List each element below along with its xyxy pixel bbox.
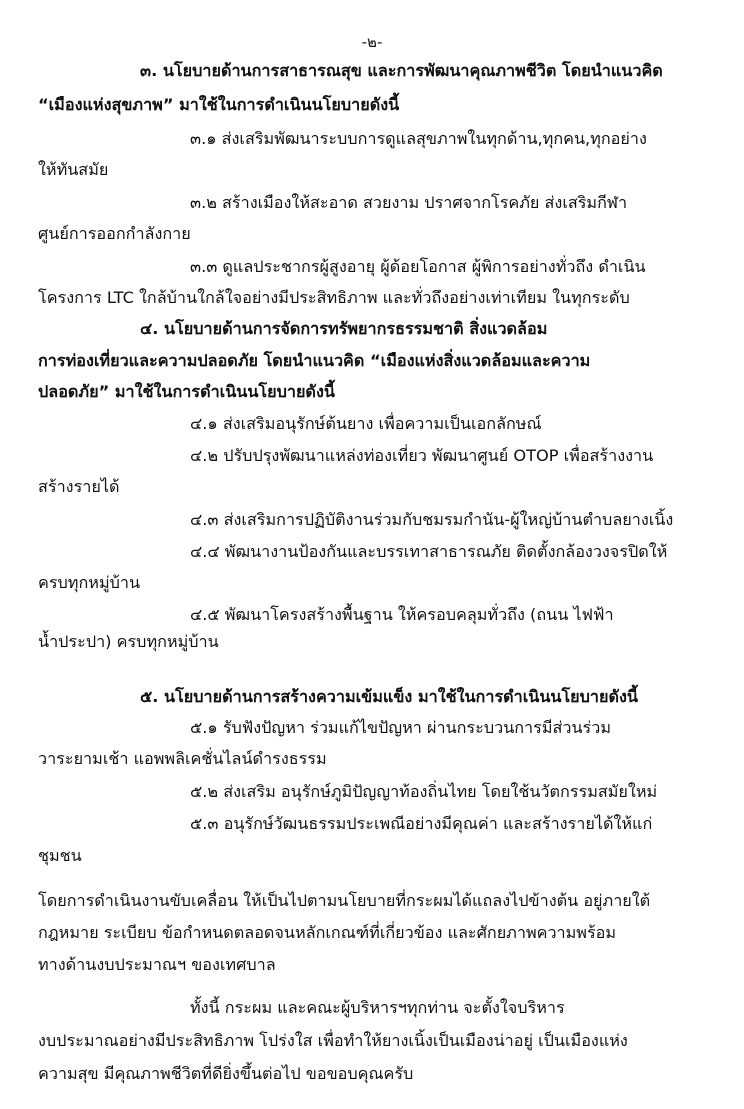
list-item-continuation: สร้างรายได้ (38, 477, 120, 496)
section-heading: ๕. นโยบายด้านการสร้างความเข้มแข็ง มาใช้ในการดำเนินนโยบายดังนี้ (140, 687, 638, 706)
section-heading: ปลอดภัย” มาใช้ในการดำเนินนโยบายดังนี้ (38, 382, 335, 401)
list-item: ๔.๒ ปรับปรุงพัฒนาแหล่งท่องเที่ยว พัฒนาศูนย์ OTOP เพื่อสร้างงาน (190, 446, 654, 465)
paragraph-line: งบประมาณอย่างมีประสิทธิภาพ โปร่งใส เพื่อทำให้ยางเนิ้งเป็นเมืองน่าอยู่ เป็นเมืองแห่ง (38, 1031, 628, 1050)
list-item-continuation: โครงการ LTC ใกล้บ้านใกล้ใจอย่างมีประสิทธิภาพ และทั่วถึงอย่างเท่าเทียม ในทุกระดับ (38, 288, 630, 307)
list-item-continuation: ชุมชน (38, 846, 82, 865)
paragraph-line: ทางด้านงบประมาณฯ ของเทศบาล (38, 955, 276, 974)
page-number: -๒- (361, 33, 383, 51)
section-heading: ๓. นโยบายด้านการสาธารณสุข และการพัฒนาคุณภาพชีวิต โดยนำแนวคิด (140, 61, 663, 80)
list-item: ๓.๑ ส่งเสริมพัฒนาระบบการดูแลสุขภาพในทุกด้าน,ทุกคน,ทุกอย่าง (190, 129, 647, 148)
list-item: ๓.๓ ดูแลประชากรผู้สูงอายุ ผู้ด้อยโอกาส ผู้พิการอย่างทั่วถึง ดำเนิน (190, 257, 646, 276)
list-item: ๔.๓ ส่งเสริมการปฏิบัติงานร่วมกับชมรมกำนัน-ผู้ใหญ่บ้านตำบลยางเนิ้ง (190, 510, 674, 529)
list-item-continuation: ครบทุกหมู่บ้าน (38, 573, 141, 592)
paragraph-line: กฎหมาย ระเบียบ ข้อกำหนดตลอดจนหลักเกณฑ์ที่เกี่ยวข้อง และศักยภาพความพร้อม (38, 923, 617, 942)
list-item: ๕.๒ ส่งเสริม อนุรักษ์ภูมิปัญญาท้องถิ่นไทย โดยใช้นวัตกรรมสมัยใหม่ (190, 782, 658, 801)
list-item: ๕.๓ อนุรักษ์วัฒนธรรมประเพณีอย่างมีคุณค่า และสร้างรายได้ให้แก่ (190, 814, 653, 833)
section-heading: การท่องเที่ยวและความปลอดภัย โดยนำแนวคิด “เมืองแห่งสิ่งแวดล้อมและความ (38, 351, 591, 370)
list-item-continuation: วาระยามเช้า แอพพลิเคชั่นไลน์ดำรงธรรม (38, 749, 327, 768)
list-item: ๔.๔ พัฒนางานป้องกันและบรรเทาสาธารณภัย ติดตั้งกล้องวงจรปิดให้ (190, 542, 668, 561)
list-item: ๔.๑ ส่งเสริมอนุรักษ์ต้นยาง เพื่อความเป็นเอกลักษณ์ (190, 414, 542, 433)
list-item: ๔.๕ พัฒนาโครงสร้างพื้นฐาน ให้ครอบคลุมทั่วถึง (ถนน ไฟฟ้า (190, 605, 614, 624)
list-item-continuation: ให้ทันสมัย (38, 160, 109, 179)
list-item: ๕.๑ รับฟังปัญหา ร่วมแก้ไขปัญหา ผ่านกระบวนการมีส่วนร่วม (190, 718, 612, 737)
list-item-continuation: ศูนย์การออกกำลังกาย (38, 224, 191, 243)
list-item: ๓.๒ สร้างเมืองให้สะอาด สวยงาม ปราศจากโรคภัย ส่งเสริมกีฬา (190, 193, 628, 212)
list-item-continuation: น้ำประปา) ครบทุกหมู่บ้าน (38, 632, 219, 651)
section-heading: “เมืองแห่งสุขภาพ” มาใช้ในการดำเนินนโยบายดังนี้ (38, 95, 400, 114)
paragraph-line: ทั้งนี้ กระผม และคณะผู้บริหารฯทุกท่าน จะตั้งใจบริหาร (190, 998, 565, 1017)
section-heading: ๔. นโยบายด้านการจัดการทรัพยากรธรรมชาติ สิ่งแวดล้อม (140, 319, 548, 338)
paragraph-line: ความสุข มีคุณภาพชีวิตที่ดียิ่งขึ้นต่อไป ขอขอบคุณครับ (38, 1064, 414, 1083)
paragraph-line: โดยการดำเนินงานขับเคลื่อน ให้เป็นไปตามนโยบายที่กระผมได้แถลงไปข้างต้น อยู่ภายใต้ (38, 891, 651, 910)
